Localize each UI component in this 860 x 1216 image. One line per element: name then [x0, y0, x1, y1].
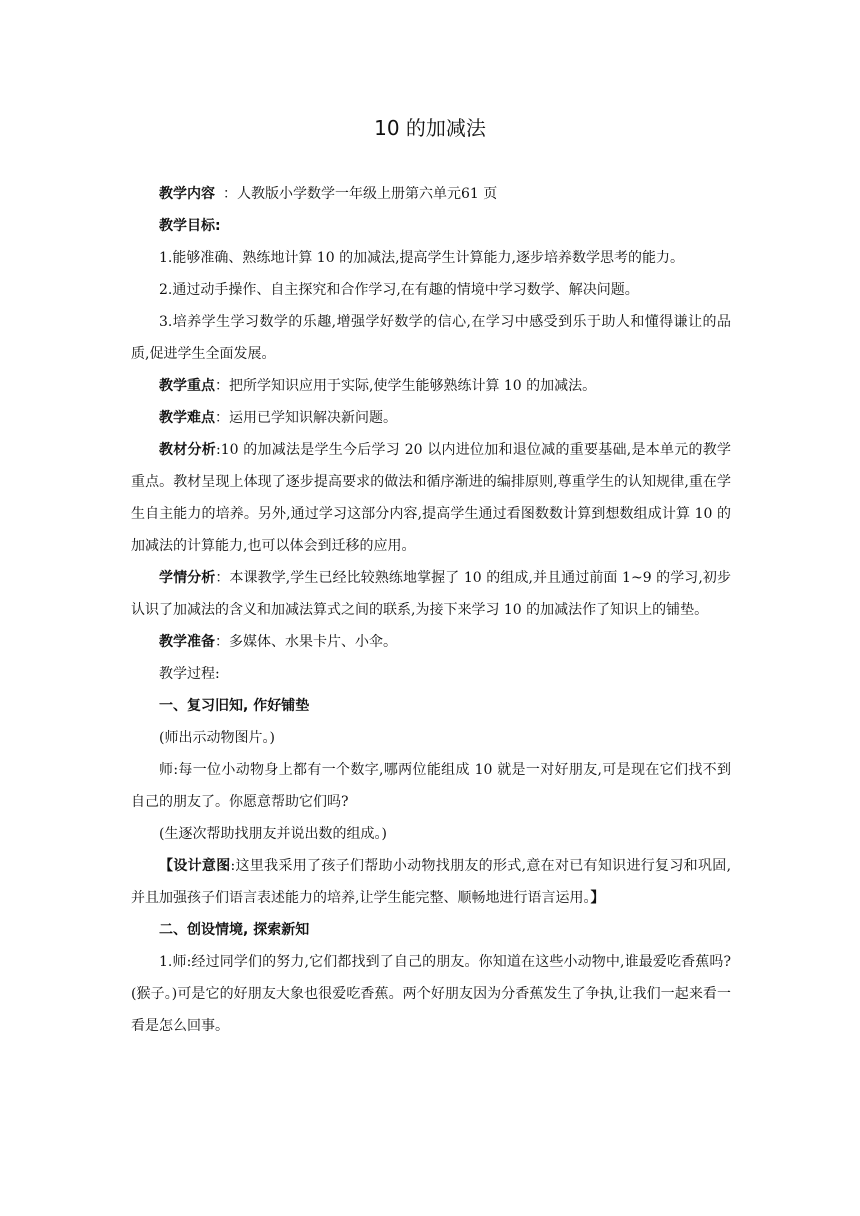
content-text: 人教版小学数学一年级上册第六单元61 页: [237, 186, 498, 202]
difficulty-label: 教学难点: [159, 410, 215, 426]
design-open-bracket: 【: [159, 858, 174, 874]
prep-text: 多媒体、水果卡片、小伞。: [229, 634, 397, 650]
section-2-heading: 二、创设情境, 探索新知: [159, 922, 310, 938]
design-sep: :: [230, 858, 236, 874]
section-1-para-3: (生逐次帮助找朋友并说出数的组成。): [159, 826, 387, 842]
goal-item-2: 2.通过动手操作、自主探究和合作学习,在有趣的情境中学习数学、解决问题。: [159, 282, 639, 298]
goals-label: 教学目标:: [159, 218, 221, 234]
goal-item-1: 1.能够准确、熟练地计算 10 的加减法,提高学生计算能力,逐步培养数学思考的能力。: [159, 250, 684, 266]
material-label: 教材分析: [159, 442, 217, 458]
material-analysis: [131, 434, 731, 562]
design-text: 这里我采用了孩子们帮助小动物找朋友的形式,意在对已有知识进行复习和巩固,并且加强孩子们语言表述能力的培养,让学生能完整、顺畅地进行语言运用。: [131, 858, 732, 906]
key-sep: ：: [215, 378, 229, 394]
difficulty-point: [131, 402, 731, 434]
difficulty-text: 运用已学知识解决新问题。: [229, 410, 397, 426]
students-sep: ：: [215, 570, 230, 586]
key-text: 把所学知识应用于实际,使学生能够熟练计算 10 的加减法。: [229, 378, 597, 394]
design-label: 设计意图: [173, 858, 231, 874]
goal-item-3: 3.培养学生学习数学的乐趣,增强学好数学的信心,在学习中感受到乐于助人和懂得谦让的品质,促进学生全面发展。: [131, 314, 731, 362]
document-body: [131, 178, 731, 1042]
section-1-para-1: (师出示动物图片。): [159, 730, 275, 746]
design-intent: [131, 850, 731, 914]
key-label: 教学重点: [159, 378, 215, 394]
material-sep: :: [216, 442, 221, 458]
student-analysis: [131, 562, 731, 626]
content-label: 教学内容: [159, 186, 215, 202]
content-sep: ：: [223, 186, 237, 202]
design-close-bracket: 】: [590, 890, 605, 906]
students-label: 学情分析: [159, 570, 216, 586]
prep-sep: ：: [215, 634, 229, 650]
section-1-para-2: 师:每一位小动物身上都有一个数字,哪两位能组成 10 就是一对好朋友,可是现在它们找不到自己的朋友了。你愿意帮助它们吗?: [131, 762, 731, 810]
students-text: 本课教学,学生已经比较熟练地掌握了 10 的组成,并且通过前面 1~9 的学习,初步认识了加减法的含义和加减法算式之间的联系,为接下来学习 10 的加减法作了知识上的铺垫。: [131, 570, 732, 618]
section-1-heading: 一、复习旧知, 作好铺垫: [159, 698, 310, 714]
section-2-para-1: 1.师:经过同学们的努力,它们都找到了自己的朋友。你知道在这些小动物中,谁最爱吃香蕉吗?(猴子。)可是它的好朋友大象也很爱吃香蕉。两个好朋友因为分香蕉发生了争执,让我们一起来看一看是怎么回事。: [131, 954, 731, 1034]
process-heading: 教学过程:: [159, 666, 220, 682]
teaching-prep: [131, 626, 731, 658]
prep-label: 教学准备: [159, 634, 215, 650]
goals-heading: [131, 210, 731, 242]
content-line: [131, 178, 731, 210]
material-text: 10 的加减法是学生今后学习 20 以内进位加和退位减的重要基础,是本单元的教学重点。教材呈现上体现了逐步提高要求的做法和循序渐进的编排原则,尊重学生的认知规律,重在学生自主能力的培养。另外,通过学习这部分内容,提高学生通过看图数数计算到想数组成计算 10 的加减法的计算能力,也可以体会到迁移的应用。: [131, 442, 731, 554]
document-title: 10 的加减法: [374, 116, 486, 140]
key-point: [131, 370, 731, 402]
difficulty-sep: ：: [215, 410, 229, 426]
